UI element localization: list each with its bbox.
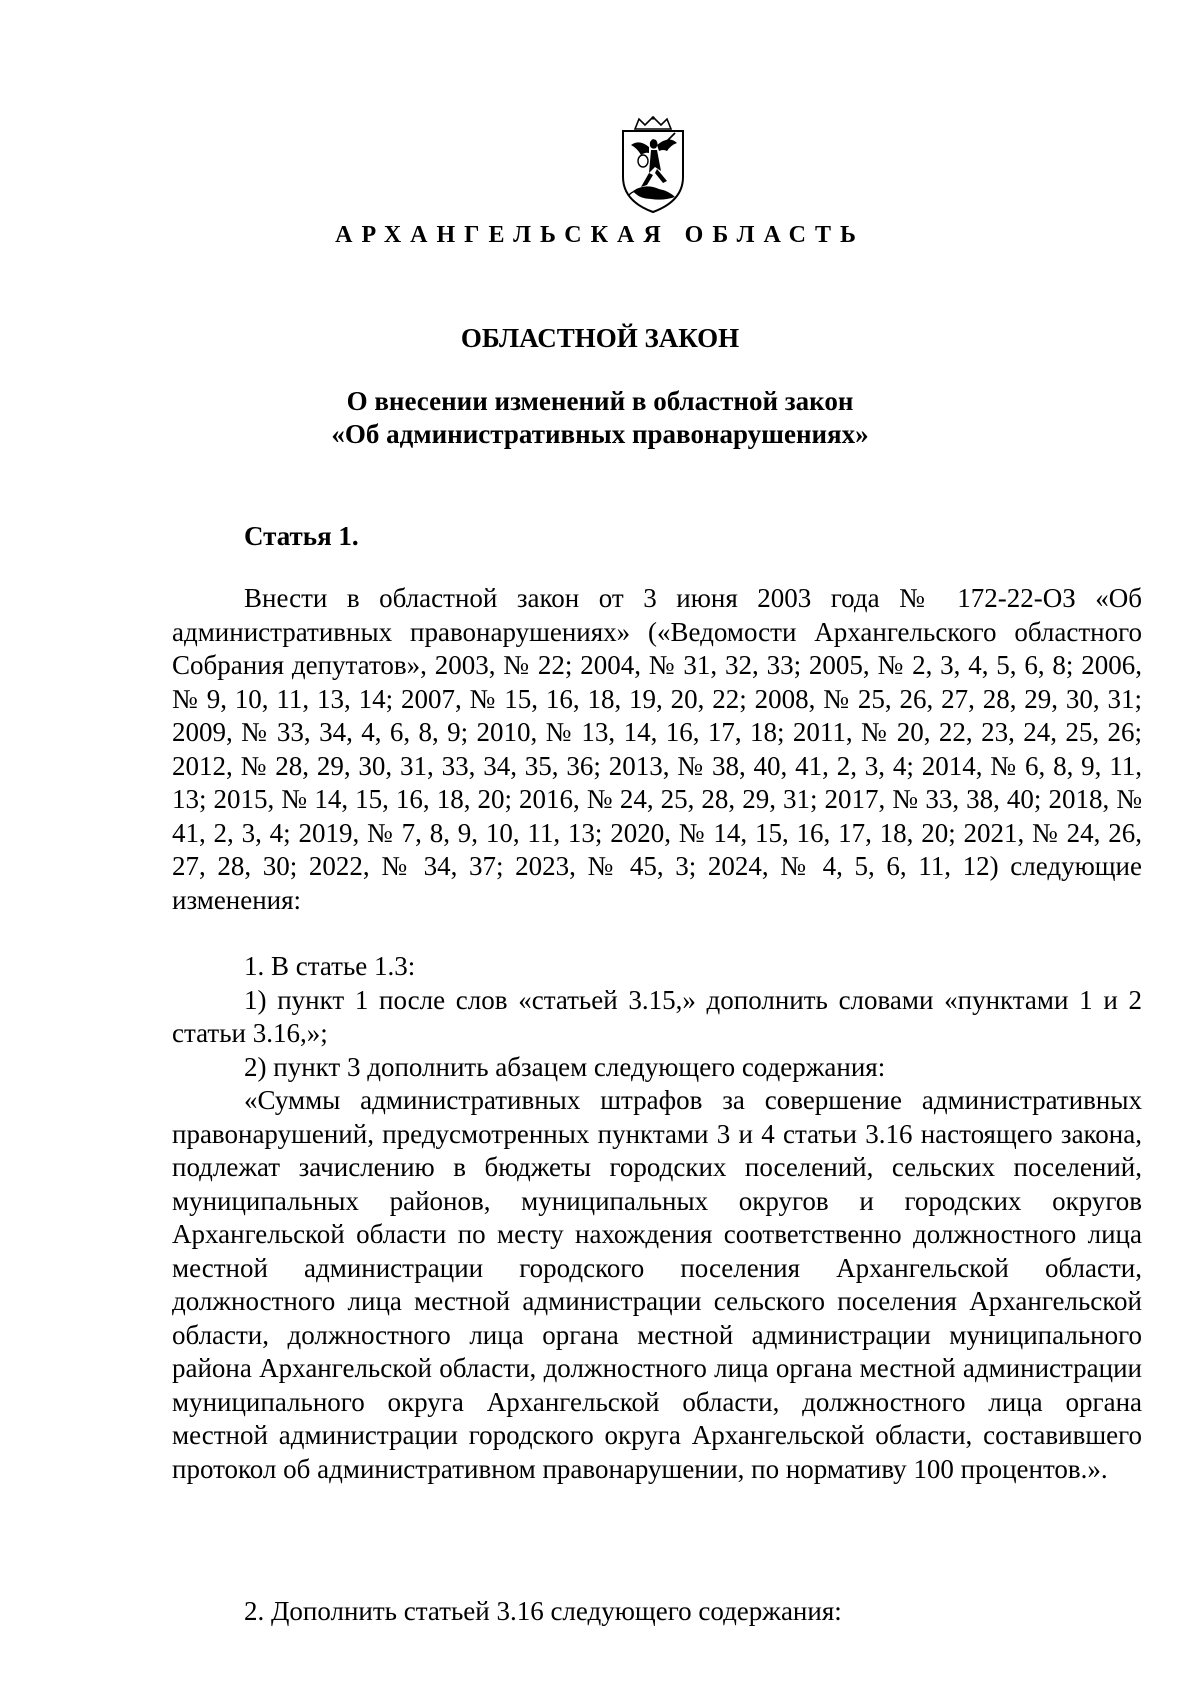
- article-intro-paragraph: Внести в областной закон от 3 июня 2003 года № 172-22-ОЗ «Об административных правонарушениях» («Ведомости Архангельского областного Собрания депутатов», 2003, № 22; 2004, № 31, 32, 33; 2005, № 2, 3, 4, 5, 6, 8; 2006, № 9, 10, 11, 13, 14; 2007, № 15, 16, 18, 19, 20, 22; 2008, № 25, 26, 27, 28, 29, 30, 31; 2009, № 33, 34, 4, 6, 8, 9; 2010, № 13, 14, 16, 17, 18; 2011, № 20, 22, 23, 24, 25, 26; 2012, № 28, 29, 30, 31, 33, 34, 35, 36; 2013, № 38, 40, 41, 2, 3, 4; 2014, № 6, 8, 9, 11, 13; 2015, № 14, 15, 16, 18, 20; 2016, № 24, 25, 28, 29, 31; 2017, № 33, 38, 40; 2018, № 41, 2, 3, 4; 2019, № 7, 8, 9, 10, 11, 13; 2020, № 14, 15, 16, 17, 18, 20; 2021, № 24, 26, 27, 28, 30; 2022, № 34, 37; 2023, № 45, 3; 2024, № 4, 5, 6, 11, 12) следующие изменения:: [172, 583, 1142, 915]
- article-heading: Статья 1.: [244, 521, 359, 551]
- amendment-item-2: 2. Дополнить статьей 3.16 следующего содержания:: [244, 1596, 842, 1626]
- amendment-item-1-subitem-1: 1) пункт 1 после слов «статьей 3.15,» дополнить словами «пунктами 1 и 2 статьи 3.16,»;: [172, 984, 1142, 1048]
- amendment-item-1-subitem-2: 2) пункт 3 дополнить абзацем следующего содержания:: [244, 1051, 886, 1082]
- region-name: АРХАНГЕЛЬСКАЯ ОБЛАСТЬ: [335, 222, 865, 248]
- law-title-line-1: О внесении изменений в областной закон: [346, 386, 854, 416]
- article-intro-block: [172, 582, 1142, 917]
- coat-of-arms-icon: [613, 115, 693, 215]
- amendment-item-1-block: [172, 950, 1142, 1486]
- amendment-item-1-quote: «Суммы административных штрафов за совершение административных правонарушений, предусмотренных пунктами 3 и 4 статьи 3.16 настоящего закона, подлежат зачислению в бюджеты городских поселений, сельских поселений, муниципальных районов, муниципальных округов и городских округов Архангельской области по месту нахождения соответственно должностного лица местной администрации городского поселения Архангельской области, должностного лица местной администрации сельского поселения Архангельской области, должностного лица органа местной администрации муниципального района Архангельской области, должностного лица органа местной администрации муниципального округа Архангельской области, должностного лица органа местной администрации городского округа Архангельской области, составившего протокол об административном правонарушении, по нормативу 100 процентов.».: [172, 1085, 1142, 1484]
- document-type: ОБЛАСТНОЙ ЗАКОН: [460, 323, 740, 353]
- amendment-item-1-heading: 1. В статье 1.3:: [244, 951, 416, 981]
- law-title: [0, 385, 1200, 451]
- amendment-item-2-block: [172, 1595, 1142, 1629]
- law-title-line-2: «Об административных правонарушениях»: [331, 419, 869, 449]
